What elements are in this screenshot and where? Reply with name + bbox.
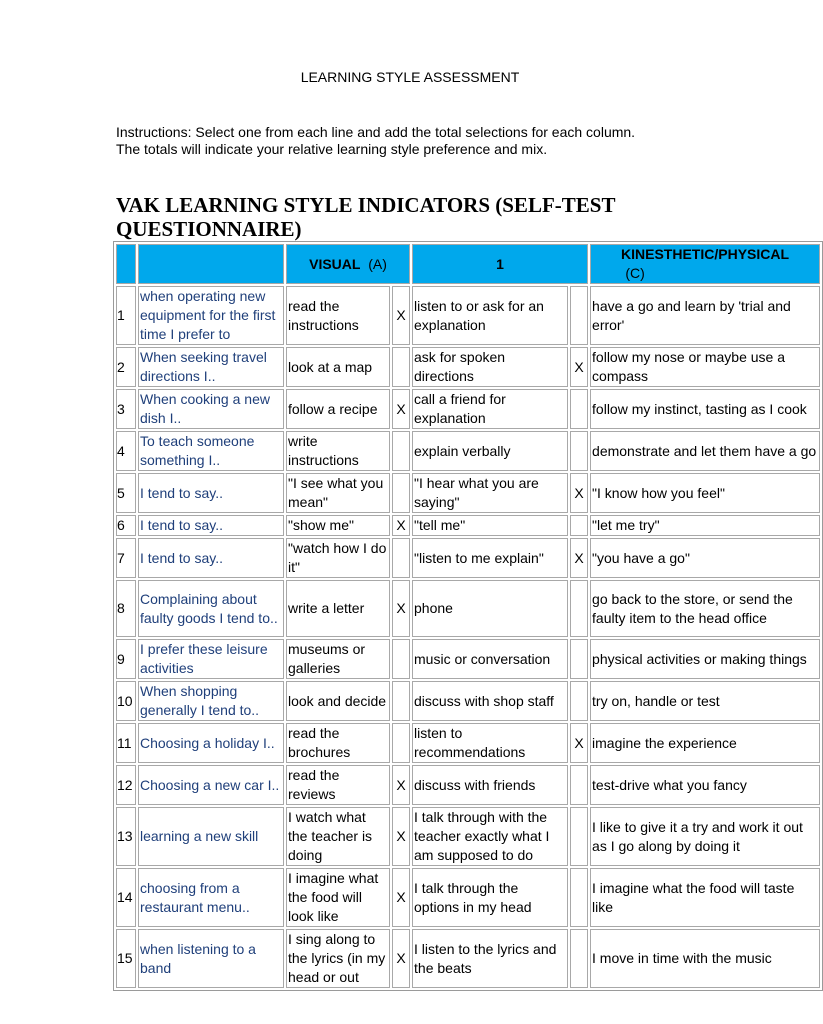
- visual-mark-cell: X: [392, 580, 410, 637]
- question-cell: When cooking a new dish I..: [138, 389, 284, 429]
- heading-line-2: QUESTIONNAIRE): [116, 217, 302, 241]
- visual-mark-cell: [392, 473, 410, 513]
- header-visual-code: (A): [368, 255, 387, 272]
- visual-mark-cell: X: [392, 868, 410, 927]
- table-row: [116, 868, 820, 927]
- row-number: 12: [116, 765, 136, 805]
- kinesthetic-option-cell: imagine the experience: [590, 723, 820, 763]
- visual-mark-cell: X: [392, 389, 410, 429]
- row-number: 15: [116, 929, 136, 988]
- header-kinesthetic-label: KINESTHETIC/PHYSICAL: [621, 246, 790, 262]
- table-header-row: [116, 244, 820, 284]
- header-cell-kinesthetic: [590, 244, 820, 284]
- header-visual-label: VISUAL: [309, 255, 361, 272]
- auditory-option-cell: "I hear what you are saying": [412, 473, 568, 513]
- row-number: 6: [116, 515, 136, 536]
- row-number: 1: [116, 286, 136, 345]
- table-row: [116, 538, 820, 578]
- row-number: 4: [116, 431, 136, 471]
- visual-option-cell: read the brochures: [286, 723, 390, 763]
- kinesthetic-option-cell: test-drive what you fancy: [590, 765, 820, 805]
- auditory-mark-cell: [570, 286, 588, 345]
- visual-mark-cell: [392, 347, 410, 387]
- visual-mark-cell: X: [392, 286, 410, 345]
- visual-option-cell: read the instructions: [286, 286, 390, 345]
- auditory-mark-cell: [570, 431, 588, 471]
- kinesthetic-option-cell: "you have a go": [590, 538, 820, 578]
- instructions: [116, 124, 635, 158]
- instructions-line-2: The totals will indicate your relative learning style preference and mix.: [116, 141, 548, 157]
- question-cell: I tend to say..: [138, 473, 284, 513]
- visual-option-cell: I sing along to the lyrics (in my head or out: [286, 929, 390, 988]
- visual-option-cell: look and decide: [286, 681, 390, 721]
- auditory-option-cell: ask for spoken directions: [412, 347, 568, 387]
- auditory-option-cell: "tell me": [412, 515, 568, 536]
- visual-option-cell: I watch what the teacher is doing: [286, 807, 390, 866]
- table-row: [116, 807, 820, 866]
- question-cell: Choosing a holiday I..: [138, 723, 284, 763]
- row-number: 11: [116, 723, 136, 763]
- visual-option-cell: look at a map: [286, 347, 390, 387]
- question-cell: learning a new skill: [138, 807, 284, 866]
- table-row: [116, 765, 820, 805]
- kinesthetic-option-cell: try on, handle or test: [590, 681, 820, 721]
- table-row: [116, 929, 820, 988]
- visual-option-cell: museums or galleries: [286, 639, 390, 679]
- table-body: [116, 286, 820, 988]
- question-cell: Choosing a new car I..: [138, 765, 284, 805]
- auditory-mark-cell: [570, 515, 588, 536]
- instructions-line-1: Instructions: Select one from each line and add the total selections for each column.: [116, 124, 636, 140]
- header-cell-num: [116, 244, 136, 284]
- auditory-option-cell: discuss with friends: [412, 765, 568, 805]
- row-number: 5: [116, 473, 136, 513]
- header-cell-question: [138, 244, 284, 284]
- table-row: [116, 286, 820, 345]
- table-row: [116, 515, 820, 536]
- table-row: [116, 580, 820, 637]
- kinesthetic-option-cell: "let me try": [590, 515, 820, 536]
- visual-mark-cell: X: [392, 807, 410, 866]
- visual-option-cell: "watch how I do it": [286, 538, 390, 578]
- visual-option-cell: read the reviews: [286, 765, 390, 805]
- kinesthetic-option-cell: have a go and learn by 'trial and error': [590, 286, 820, 345]
- row-number: 3: [116, 389, 136, 429]
- auditory-mark-cell: [570, 765, 588, 805]
- question-cell: I tend to say..: [138, 515, 284, 536]
- question-cell: When shopping generally I tend to..: [138, 681, 284, 721]
- visual-option-cell: follow a recipe: [286, 389, 390, 429]
- table-row: [116, 639, 820, 679]
- auditory-mark-cell: X: [570, 347, 588, 387]
- table-row: [116, 347, 820, 387]
- table-row: [116, 681, 820, 721]
- kinesthetic-option-cell: demonstrate and let them have a go: [590, 431, 820, 471]
- auditory-option-cell: phone: [412, 580, 568, 637]
- question-cell: I prefer these leisure activities: [138, 639, 284, 679]
- visual-option-cell: write instructions: [286, 431, 390, 471]
- questionnaire-table-wrapper: [113, 241, 817, 985]
- auditory-option-cell: discuss with shop staff: [412, 681, 568, 721]
- section-heading: [116, 193, 615, 241]
- row-number: 13: [116, 807, 136, 866]
- visual-mark-cell: [392, 681, 410, 721]
- row-number: 7: [116, 538, 136, 578]
- question-cell: choosing from a restaurant menu..: [138, 868, 284, 927]
- question-cell: I tend to say..: [138, 538, 284, 578]
- kinesthetic-option-cell: go back to the store, or send the faulty item to the head office: [590, 580, 820, 637]
- question-cell: when operating new equipment for the first time I prefer to: [138, 286, 284, 345]
- kinesthetic-option-cell: I imagine what the food will taste like: [590, 868, 820, 927]
- auditory-mark-cell: [570, 639, 588, 679]
- header-cell-visual: [286, 244, 410, 284]
- auditory-mark-cell: X: [570, 723, 588, 763]
- auditory-option-cell: I talk through with the teacher exactly what I am supposed to do: [412, 807, 568, 866]
- visual-mark-cell: X: [392, 515, 410, 536]
- auditory-mark-cell: X: [570, 473, 588, 513]
- heading-line-1: VAK LEARNING STYLE INDICATORS (SELF-TEST: [116, 193, 616, 217]
- questionnaire-table: [113, 241, 823, 991]
- table-row: [116, 473, 820, 513]
- table-row: [116, 723, 820, 763]
- auditory-option-cell: call a friend for explanation: [412, 389, 568, 429]
- visual-mark-cell: [392, 639, 410, 679]
- row-number: 9: [116, 639, 136, 679]
- auditory-mark-cell: [570, 868, 588, 927]
- auditory-mark-cell: [570, 929, 588, 988]
- table-row: [116, 389, 820, 429]
- auditory-option-cell: listen to or ask for an explanation: [412, 286, 568, 345]
- auditory-mark-cell: [570, 681, 588, 721]
- row-number: 8: [116, 580, 136, 637]
- auditory-mark-cell: [570, 580, 588, 637]
- auditory-mark-cell: [570, 807, 588, 866]
- visual-mark-cell: [392, 723, 410, 763]
- visual-mark-cell: X: [392, 765, 410, 805]
- auditory-mark-cell: [570, 389, 588, 429]
- question-cell: Complaining about faulty goods I tend to..: [138, 580, 284, 637]
- header-kinesthetic-code: (C): [625, 265, 645, 281]
- visual-mark-cell: [392, 431, 410, 471]
- kinesthetic-option-cell: follow my instinct, tasting as I cook: [590, 389, 820, 429]
- visual-option-cell: write a letter: [286, 580, 390, 637]
- kinesthetic-option-cell: I like to give it a try and work it out as I go along by doing it: [590, 807, 820, 866]
- auditory-option-cell: I listen to the lyrics and the beats: [412, 929, 568, 988]
- kinesthetic-option-cell: physical activities or making things: [590, 639, 820, 679]
- auditory-option-cell: "listen to me explain": [412, 538, 568, 578]
- kinesthetic-option-cell: "I know how you feel": [590, 473, 820, 513]
- row-number: 10: [116, 681, 136, 721]
- table-row: [116, 431, 820, 471]
- visual-option-cell: "I see what you mean": [286, 473, 390, 513]
- row-number: 2: [116, 347, 136, 387]
- auditory-option-cell: listen to recommendations: [412, 723, 568, 763]
- auditory-mark-cell: X: [570, 538, 588, 578]
- question-cell: when listening to a band: [138, 929, 284, 988]
- header-cell-auditory: 1: [412, 244, 588, 284]
- auditory-option-cell: music or conversation: [412, 639, 568, 679]
- kinesthetic-option-cell: follow my nose or maybe use a compass: [590, 347, 820, 387]
- kinesthetic-option-cell: I move in time with the music: [590, 929, 820, 988]
- auditory-option-cell: explain verbally: [412, 431, 568, 471]
- row-number: 14: [116, 868, 136, 927]
- visual-option-cell: "show me": [286, 515, 390, 536]
- auditory-option-cell: I talk through the options in my head: [412, 868, 568, 927]
- visual-mark-cell: [392, 538, 410, 578]
- question-cell: To teach someone something I..: [138, 431, 284, 471]
- document-title: LEARNING STYLE ASSESSMENT: [300, 69, 520, 85]
- question-cell: When seeking travel directions I..: [138, 347, 284, 387]
- visual-mark-cell: X: [392, 929, 410, 988]
- visual-option-cell: I imagine what the food will look like: [286, 868, 390, 927]
